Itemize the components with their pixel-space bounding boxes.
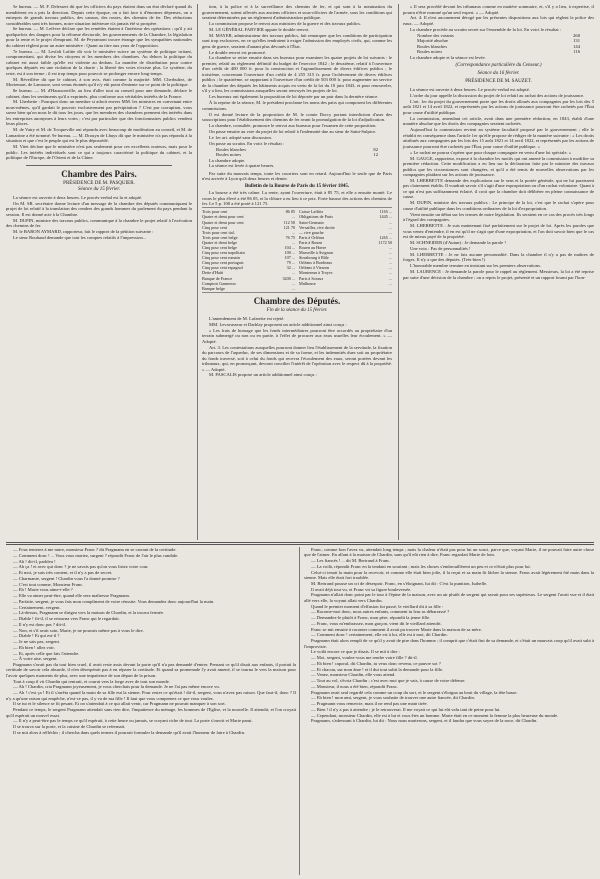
row-value: 260: [573, 32, 580, 38]
row-value: ...: [388, 219, 392, 225]
paragraph: — Ah ça ! et avec qui donc ? je ne savais pas qu'on vous lisiez votre cour.: [13, 564, 149, 570]
paragraph: — Raconte-moi donc, nous autres enfants, comment tu leur as débarrassé ?: [311, 609, 450, 615]
paragraph: — Comment donc ! certainement, elle est à lui, elle est à moi, dit Chardin.: [311, 632, 448, 638]
row-value: 1445 ...: [379, 214, 392, 220]
paragraph: La chambre adopte.: [209, 157, 246, 163]
paragraph: « Les frais de bornage que les fonds intermédiaires pourront être accordés au propriétaire d'un terrain submergé ou non ou en partie, à l'effet de procurer aux eaux usuelles leur écoulement. » — Adopté.: [202, 327, 392, 344]
paragraph: M. le BARON AYMARD, rapporteur, fait le rapport de la pétition suivante :: [13, 228, 154, 234]
paragraph: — Ah ! dit-il, parbleu !: [13, 558, 56, 564]
paragraph: M. LAURENCE : Je demande la parole pour le rappel au règlement. Messieurs, la loi a été reprise par suite d'une décision de la chambre ; on a repris le projet, présenté et un rapport fourni par l'hon-: [403, 269, 594, 280]
feuilleton-rule-2: [6, 544, 594, 545]
bourse-right-column: [299, 209, 392, 291]
paragraph: M. Vitet déclare que le ministère n'est pas seulement pour ces excellents orateurs, mais pour le public. Les intérêts individuels sont ce qui a toujours caractérisé la politique du cabinet, et la politique de l'Europe, de l'Orient et de la Chine.: [6, 144, 192, 161]
paragraph: — Cependant, monsieur Chardin, elle est à lui et vous êtes un homme. Marie était en ce moment la femme la plus heureuse du monde.: [311, 712, 559, 718]
row-value: 1265 ...: [379, 234, 392, 240]
paragraph: Pragmann s'avait pas du tout bien cruel, il avait reste assis devant la porte qu'il n'a pas demandé d'entrer. Pensant ce qu'il disait aux enfants, il portait la certitude de savoir cela absurde, il n'en désespérait pas à en réparer la certitude. Et quand sa promenade l'y avait amené, il se tourna le vers la maison pour l'avoir quelques moments de plus, avec une impatience de son départ de la prison.: [6, 662, 296, 678]
paragraph: M. DUPIN, ministre des travaux publics, communique à la chambre le projet relatif à l'exécution des chemins de fer.: [6, 217, 192, 229]
paragraph: La commission propose le renvoi aux ministres de la guerre et des travaux publics.: [209, 20, 362, 26]
row-value: 12: [373, 152, 378, 158]
row-value: ...: [388, 265, 392, 271]
row-value: ...: [291, 229, 295, 235]
row-value: 3200 ...: [282, 275, 295, 281]
row-label: Cinq pour cent espagnol: [202, 265, 243, 271]
paragraph: Vient ensuite un débat sur les termes de notre législation. Ils seraient en ce cas des procès très longs à l'égard des compagnies.: [403, 211, 594, 223]
paragraph: Pragmann, s'adressant à Chardin, lui dit : Nous nous marierons, sergent, et il faudra que vous soyez de la noce, dit Chardin.: [311, 718, 538, 724]
row-value: ...: [388, 245, 392, 251]
row-value: ...: [388, 229, 392, 235]
paragraph: Pendant ce temps, le sergent Pragmann attendait sans rien dire, l'impatience du ménage, les hommes de l'Eglise, et la nouvelle. Il attendit, et l'on croyait qu'il espérait un nouvel essai.: [6, 707, 296, 718]
paragraph: — Eh bien ! allez voir.: [13, 644, 55, 650]
paragraph: — Et moi, je suis très content, et il n'y a pas de secret.: [13, 570, 113, 575]
paragraph: M. MAYER, administrateur des travaux publics, fait remarquer que les conditions de participation sont trop exclusives, en ce qu'elles tendraient à exiger l'admission des employés civils, qui, comme les gens de guerre, seraient d'autant plus dévoués à l'État.: [202, 32, 392, 49]
paragraph: Art. 3. Les contestations auxquelles pourront donner lieu l'établissement de la servitude, la fixation du parcours de l'aqueduc, de ses dimensions et de sa forme, et les indemnités dues soit au propriétaire du fonds traversé, soit à celui du fonds qui recevra l'écoulement des eaux, seront portées devant les tribunaux, qui, en prononçant, devront concilier l'intérêt de l'opération avec le respect dû à la propriété. » — Adopté.: [202, 344, 392, 372]
paragraph: Le sieur Rouhaud demande que tout les comptes relatifs à l'impression...: [13, 234, 147, 240]
row-label: Montereau à Troyes: [299, 270, 333, 276]
paragraph: M. LE GÉNÉRAL FABVIER appuie le double renvoi.: [209, 26, 310, 32]
column-2-after-vote: [202, 158, 392, 169]
paragraph: M. de Vatry et M. de Tocqueville ont répondu avec beaucoup de modération au conseil, et M. de Lamartine a été nommé. 9e bureau. — M. Drouyn de Lhuys dit que le ministère n'a pas répondu à la situation et que c'est le peuple qui est le plus dépossédé.: [6, 127, 192, 144]
paragraph: Tout à coup il vit Chardin qui rentrait, et courut vers la forge avec de tout son monde.: [13, 678, 170, 684]
bourse-intro: La bourse a été très calme. La rente, ayant l'ouverture, était à 85 75, et elle a ensuite monté. Le cours le plus élevé a été 86 05, et la clôture a eu lieu à ce prix. Forte hausse des actions des chemins de fer. Le 5 p. 100 a été porté à 121 75.: [202, 190, 392, 207]
paragraph: La commission, amendant cet article, avait dans une première rédaction, en 1843, établi d'une manière absolue que les droits des compagnies seraient rachetés.: [403, 115, 594, 127]
row-value: 82: [373, 146, 378, 152]
paragraph: — Pragmann vous remercie, mais il ne rend pas une main tirée.: [311, 701, 428, 707]
paragraph: « Il sera procédé devant les tribunaux comme en matière sommaire, et, s'il y a lieu, à expertise, il pourra n'être nommé qu'un seul expert. » — Adopté.: [403, 4, 594, 15]
row-value: 1165 ...: [379, 209, 392, 215]
row-label: Strasbourg à Bâle: [299, 255, 329, 261]
correspondence-date: Séance du 16 février.: [477, 71, 520, 77]
paragraph: — Bien ! il n'y a pas à attendre ; je le retrouverai. Il me voyait ce qui lui eût valu tant de peine pour lui.: [311, 706, 501, 712]
column-2: [202, 4, 392, 378]
row-label: Caisse Laffitte: [299, 209, 324, 215]
row-label: Cinq pour cent: [202, 224, 227, 230]
paragraph: Art. 4. Il n'est aucunement dérogé par les présentes dispositions aux lois qui règlent la police des eaux. — Adopté.: [403, 15, 594, 26]
paragraph: Quand le premier moment d'effusion fut passé, le vieillard dit à sa fille :: [311, 603, 444, 609]
paragraph: Aujourd'hui la commission revient au système facultatif proposé par le gouvernement ; elle le rétablit en conséquence dans l'article 1er qu'elle propose de rédiger de la manière suivante : « Les droits attribués aux compagnies par les lois des 15 août 1821 et 14 avril 1822, et représentés par les actions de jouissance pourront être rachetés par l'État, pour cause d'utilité publique. »: [403, 127, 594, 149]
feuilleton-right: [304, 547, 594, 724]
paragraph: — Demandez-le plutôt à Franc, mon père, répondit la jeune fille.: [311, 615, 431, 621]
paragraph: M. LHERBETTE demande des explications sur le sens et la portée générale, qui ne lui paraissent pas clairement établis. Il voudrait savoir s'il s'agit d'une expropriation ou d'un rachat volontaire. Quant à ce qui n'est pas suffisamment éclairé, il croit que la chambre doit délibérer en pleine connaissance de cause.: [403, 177, 594, 200]
row-label: Versailles, rive droite: [299, 224, 335, 230]
paragraph: — Charmante, sergent ! Chardin vous l'a donné promise ?: [13, 575, 120, 581]
row-value: 107 ...: [284, 255, 295, 261]
weather-note: Par suite du mauvais temps, toute les courriers sont en retard. Aujourd'hui le seule que de Paris n'est arrivée à Lyon qu'à deux heures et demie.: [202, 170, 392, 182]
column-1-top-text: [6, 4, 192, 161]
vote-after: La chambre adopte et la séance est levée.: [410, 54, 486, 60]
row-label: Trois pour cent belge: [202, 234, 238, 240]
paragraph: M. DUPIN, ministre des travaux publics : Le principe de la loi, c'est que le rachat s'opère pour cause d'utilité publique dans les conditions ordinaires de la loi d'expropriation.: [403, 200, 594, 211]
chambre-pairs-date: Séance du 15 février.: [78, 186, 120, 192]
paragraph: L'amendement de M. Lafarette est rejeté.: [209, 315, 285, 321]
row-label: Orléans à Vierzon: [299, 265, 330, 271]
row-label: Rouen au Havre: [299, 245, 327, 251]
paragraph: On passe au scrutin. En voici le résultat :: [209, 140, 285, 146]
row-value: ...: [388, 275, 392, 281]
paragraph: Franc, comme bon l'avez vu, attendait long temps ; mais la chaleur n'était pas pour lui un souci, parce que, voyant Marie, il ne pouvait faire autre chose que de l'aimer. En allant à la maison de Chardin, sans qu'il eût rien à dire, Franc regardait Marie de loin.: [304, 547, 594, 558]
paragraph: Les bureaux ont également la proposition de loi déposée par un pair dans la dernière séance.: [209, 94, 379, 100]
paragraph: — La voilà, répondit Franc en la tendant en souriant ; mais les choses s'embrouillèrent un peu et ce n'était plus pour lui.: [311, 563, 531, 569]
row-label: Cinq pour cent portugais: [202, 260, 244, 266]
row-label: Cinq pour cent belge: [202, 245, 238, 251]
paragraph: — Là-dessus, Pragmann se dirigea vers la maison de Chardin, et la trouva fermée.: [13, 610, 165, 616]
row-value: 100 ...: [284, 250, 295, 256]
paragraph: Il avait déjà tout vu, et Franc vit sa figure bouleversée.: [311, 586, 412, 592]
row-label: Trois pour cent ital.: [202, 229, 235, 235]
paragraph: — Je ne sais pas, sergent.: [13, 639, 60, 644]
paragraph: M. SCHNEIDER (d'Autun) : Je demande la parole !: [410, 239, 506, 245]
divider: [26, 165, 172, 166]
column-3: [403, 4, 594, 280]
row-label: Banque de France: [202, 275, 233, 281]
row-value: 76 75: [285, 234, 295, 240]
paragraph: L'honorable membre termine en insistant sur les premiers observations.: [410, 263, 542, 269]
paragraph: Il se mit alors à réfléchir ; il chercha dans quels termes il pourrait formuler la demande qu'il avait l'honneur de faire à Chardin.: [13, 729, 246, 735]
chambre-deputes-title: Chambre des Députés.: [253, 295, 341, 306]
row-label: Orléans à Bordeaux: [299, 260, 333, 266]
paragraph: — Diable ! fit-il, il se retourna vers Franc qui le regardait.: [13, 616, 120, 621]
row-label: Paris à Sceaux: [299, 275, 324, 281]
paragraph: Pragmann avait seul regardé cela comme un coup du sort, et le sergent s'éloigna au bout du village, la tête basse.: [311, 689, 518, 695]
row-value: 104 ...: [284, 245, 295, 251]
paragraph: — Comment donc ! ... Vous vous mariez, surgent ? répondit Franc de l'air le plus candide.: [13, 552, 179, 558]
paragraph: — Franc, vous m'embrassez, mon garçon, vient dit le vieillard attendri.: [311, 620, 442, 626]
column-2-bottom-text: [202, 316, 392, 378]
paragraph: — Et chacun, sur mon âme ! et il dut tout subit la demande pour la fille.: [311, 666, 444, 672]
row-label: Boules noires: [417, 49, 443, 55]
paragraph: 7e bureau. — M. Lesfalt Lafitte dit voir le ministère suivre un système de politique irritant, compromettant, qui divise les citoyens et les membres des chambres. Au dehors la politique du cabinet est aussi faible qu'elle est violente au dedans. La manière de distribution pour contre quelques députés est une violation de la charte ; la liberté des votes n'existe plus. Le système, du reste, est à son terme ; il est trop temps pour pouvoir se prolonger encore long-temps.: [6, 48, 192, 76]
row-value: ...: [388, 260, 392, 266]
paragraph: — Il n'y a peut-être pas le temps ce qu'il espérait, à cette heure ou jamais, se croyant riche de tout. La porte s'ouvrit et Marie parut.: [13, 718, 253, 724]
table-row: [299, 281, 392, 286]
row-value: 121 70: [283, 224, 295, 230]
vote-result-deputes: [403, 33, 594, 55]
column-1: [6, 4, 192, 241]
paragraph: — Parfaite, sergent, je vous fais mon compliment de votre réussite. Vous demandez donc aujourd'hui la main.: [13, 598, 215, 604]
paragraph: — Certainement, vergent.: [13, 604, 61, 610]
feuilleton-column-rule: [299, 547, 300, 875]
row-label: Banque belge: [202, 285, 225, 291]
paragraph: À la reprise de la séance, M. le président proclame les noms des pairs qui composent les différentes commissions.: [202, 100, 392, 111]
paragraph: « Le rachat ne pourra s'opérer que pour chaque compagnie en vertu d'une loi spéciale. »: [410, 149, 572, 155]
row-value: 116: [573, 49, 580, 55]
feuilleton-left: [6, 547, 296, 736]
paragraph: Il est donné lecture de la proposition de M. le comte Dorcy portant interdiction d'user des souscriptions pour l'établissement des chemins de fer avant la promulgation de la loi d'adjudication.: [202, 111, 392, 123]
row-label: Paris à Orléans: [299, 234, 325, 240]
row-label: Obligations de Paris: [299, 214, 333, 220]
row-value: ...: [291, 285, 295, 291]
chambre-pairs-title: Chambre des Pairs.: [61, 168, 137, 179]
paragraph: M. GAUGE, rapporteur, expose à la chambre les motifs qui ont amené la commission à modifier sa première rédaction. Cette modification a eu lieu sur la déclaration faite par le ministre des travaux publics que les circonstances sont changées, et qu'il a été remis de nouvelles observations par les compagnies plaidant sur les actions de jouissance.: [403, 155, 594, 178]
bourse-title: Bulletin de la Bourse de Paris du 15 février 1845.: [244, 183, 350, 189]
paragraph: M. Lherbette : Pourquoi donc un membre si adroit envers MM. les ministres en convenant entre nous-mêmes, qu'il gardait le pouvoir exclusivement par précipitation ? C'est par corruption, vous savez bien qu'on nous le dit tous les jours, que les membres des chambres prennent des intérêts dans les entreprises anonymes à leurs votes ; c'est par particulier que des fonctionnaires publics vendent leurs places.: [6, 99, 192, 127]
row-label: Comptoir Ganneron: [202, 280, 236, 286]
row-value: 112 50: [283, 219, 295, 225]
correspondence-title: (Correspondance particulière du Censeur.): [455, 63, 542, 69]
row-label: Saint-Germain: [299, 219, 324, 225]
paragraph: La séance est ouverte à deux heures. Le procès-verbal est lu et adopté.: [13, 194, 143, 200]
paragraph: — Elle va aimer peut-être, quand elle sera maîtresse Pragmann.: [13, 593, 130, 598]
paragraph: M. Réveillère dit que le cabinet, à son avis, était comme la majorité. MM. Cherbuliez, de Mortemart, de Lamoure, sont venus étonnés qu'il n'y eût point d'entente sur ce point de la politique.: [6, 76, 192, 88]
paragraph: Celui-ci tenait la main pour la recevoir, et comme elle était bien jolie, il la reçut et sa main fit lâcher la sienne. Franc avait légèrement ôté main dans la sienne. Mais elle était fort troublée.: [304, 569, 594, 581]
paragraph: — Moi, sergent, voulez-vous me rendre votre fille ? dit-il.: [311, 655, 418, 661]
paragraph: — Ah ! Chardin, cria Pragmann joyeusement, je vous cherchais pour la demande. Je ne l'ai pas même encore vu.: [13, 684, 220, 690]
row-label: Trois pour cent: [202, 209, 228, 215]
row-label: Quatre et demi pour cent: [202, 214, 244, 220]
paragraph: M. LHERBETTE : Je suis maintenant fixé parfaitement sur le projet de loi. Après les paroles que vous venez d'entendre, il en est qu'il ne s'agit que d'une expropriation, et l'on doit savoir bien que le cas est de mieux payé de la propriété.: [403, 223, 594, 240]
row-value: ...: [291, 280, 295, 286]
paragraph: M. LHERBETTE : Je ne fais aucune personnalité. Dans la chambre il n'y a pas de maîtres de forges. Il n'y a que des députés. (Très-bien !): [403, 251, 594, 263]
paragraph: tion, à la police et à la surveillance des chemins de fer, et qui sont à la nomination du gouvernement, soient affectés aux anciens officiers et sous-officiers de l'armée, sous les conditions qui seraient déterminées par un règlement d'administration publique.: [202, 4, 392, 20]
paragraph: M. PASCALIS propose un article additionnel ainsi conçu :: [209, 372, 317, 378]
paragraph: Il se trouva sur la porte, et la cuisine de Chardin se refermait.: [13, 724, 126, 730]
row-value: 131: [573, 38, 580, 44]
table-row: [202, 286, 295, 291]
chambre-deputes-date: Fin de la séance du 15 février.: [266, 307, 328, 313]
paragraph: — Venez, monsieur Chardin, elle vous attend.: [311, 672, 396, 678]
column-3-bottom-text: [403, 87, 594, 280]
row-value: ...: [388, 280, 392, 286]
paragraph: — Il n'y est donc pas ? dit-il.: [13, 621, 67, 627]
row-label: Cinq pour cent romain: [202, 255, 240, 261]
paragraph: On M. SR. secrétaire donne lecture d'un message de la chambre des députés communiquant le projet de loi relatif à la translation des cendres des grands hommes du parlement du pays pendant la session. Il est donné acte à la Chambre.: [6, 200, 192, 217]
paragraph: L'art. 1er du projet du gouvernement porte que les droits alloués aux compagnies par les lois des 5 août 1821 et 14 avril 1822, et représentés par les actions de jouissance pourront être rachetés par l'État pour cause d'utilité publique.: [403, 98, 594, 115]
feuilleton-rule: [6, 542, 594, 543]
row-label: Dette d'Haïti: [202, 270, 224, 276]
paragraph: La séance est levée à quatre heures.: [209, 163, 275, 169]
row-value: 32 ...: [286, 265, 295, 271]
paragraph: La chambre, consultée, prononce le renvoi aux bureaux pour l'examen de cette proposition.: [209, 123, 377, 129]
column-rule-1: [197, 4, 198, 540]
row-value: 79 ...: [286, 260, 295, 266]
row-label: Mulhouse: [299, 280, 316, 286]
paragraph: M. Bertrand pousse un cri de désespoir. Franc, en s'éloignant, lui dit : C'est la punition, Isabelle.: [311, 580, 488, 586]
vote-result-pairs: [202, 147, 392, 158]
row-label: Quatre et demi belge: [202, 239, 237, 245]
paragraph: La chambre procède au scrutin secret sur l'ensemble de la loi. En voici le résultat :: [410, 26, 562, 32]
paragraph: — Et, après celle que fais l'attendre.: [13, 650, 80, 656]
row-label: Cinq pour cent napolitain: [202, 250, 245, 256]
bourse-table: [202, 207, 392, 293]
paragraph: 5e bureau. — M. F. Delessert dit que les officiers du pays étaient dans un état déclaré quand ils mendièrent en a pris la direction. Depuis cette époque, on a fait face à d'énormes dépenses, on a entrepris de grands travaux publics, des canaux, des routes, des chemins de fer. Des réductions considérables sont très bonnes, notre situation intérieure n'a jamais été si prospère.: [6, 4, 192, 26]
column-1-bottom-text: [6, 195, 192, 241]
paragraph: Le voilà encore ce que je disais. Il se mit à dire :: [311, 649, 400, 655]
paragraph: — Ah ! c'est ça ! Et il s'arrêta quand la main de sa fille eut la sienne. Pour rester ce qu'était ! dit-il, sergent, vous n'avez pas raison. Que faut-il, donc ? Il n'y a qu'une raison qui empêche, n'est-ce pas, il y va de ma fille ! Il faut que vous comprenez ce que vous voulez.: [6, 690, 296, 701]
row-label: Boules noires: [216, 152, 242, 158]
paragraph: — C'est tout comme, Monsieur Franc.: [13, 581, 84, 587]
paragraph: Franc se mit ensuite à raconter comment il avait pu trouver Marie dans la maison de sa mère.: [311, 626, 482, 632]
paragraph: L'ordre du jour appelle la discussion du projet de loi relatif au rachat des actions de jouissance.: [410, 93, 585, 99]
paragraph: 6e bureau. — M. Lefèvre déclare que les remèdes étaient à l'intérieur des opérations ; qu'il y ait quelquefois des dangers pour la réforme électorale, les gouvernements de la Chambre, la législation pour la rente et le projet d'emprunt. M. de Peyramont trouve étrange que les sympathies nationales du cabinet règlent pour un autre ministère : Quant au titre aux yeux de l'opposition.: [6, 26, 192, 48]
paragraph: La séance est ouverte à deux heures. Le procès-verbal est adopté.: [410, 87, 530, 93]
row-value: ...: [388, 255, 392, 261]
row-value: ...: [388, 250, 392, 256]
row-label: Marseille à Avignon: [299, 250, 333, 256]
paragraph: — Eh bien ! mon ami, sergent, je vous souhaite de trouver une autre fiancée, dit Chardin.: [311, 695, 475, 701]
paragraph: Une voix : Pas de personnalités !: [410, 245, 471, 251]
paragraph: Pragmann était alors rempli de ce qu'il y avait de pire dans l'homme ; il comprit que c'était fini de sa demande, et c'était un mauvais coup qu'il avait subi à l'improviste.: [304, 638, 594, 649]
paragraph: Le double renvoi est prononcé.: [209, 49, 267, 55]
paragraph: — Eh bien ! caporal, dit Chardin, tu veux donc revenu, ce pauvre sot ?: [311, 660, 441, 666]
bourse-left-column: [202, 209, 295, 291]
paragraph: — Diable ! Et qui est-il ?: [13, 633, 60, 639]
paragraph: — Non, et s'il avait soin, Marie, je ne pouvais même pas à vous le dire.: [13, 627, 144, 633]
paragraph: — Tout au vol, s'écria Chardin ; c'est avec moi que je vais, à cause de votre défense.: [311, 678, 466, 684]
row-value: ...: [291, 239, 295, 245]
row-label: Majorité absolue: [417, 38, 448, 44]
row-label: — rive gauche: [299, 229, 324, 235]
row-label: Quatre et demi pour cent: [202, 219, 244, 225]
column-2-top-text: [202, 4, 392, 146]
paragraph: — Eh ! Marie vous aime-t-elle ?: [13, 587, 73, 593]
column-rule-2: [398, 4, 399, 540]
row-label: Paris à Rouen: [299, 239, 323, 245]
row-value: 144: [573, 43, 580, 49]
paragraph: — Fous tenterez à me nuire, monsieur Franc ? dit Pragmann en se carrant de la certitude.: [13, 547, 177, 552]
paragraph: 8e bureau. — M. d'Haussonville, au lieu d'aller tout au conseil pour une demande, déclare le cabinet, dans les sentiments qu'il a exprimés, plus conforme aux véritables intérêts de la France.: [6, 88, 192, 99]
paragraph: Il se tut et le silence se fit pesant. Et on s'attendait à ce qui allait venir, car Pragmann ne pouvait manquer à son sort.: [13, 701, 226, 707]
row-value: ...: [388, 224, 392, 230]
row-value: 86 05: [285, 209, 295, 215]
row-value: ...: [388, 270, 392, 276]
paragraph: Pragmann n'allait donc point par le tour à l'épine de la maison, avec un air plutôt de sergent qui savait pour ses supérieurs. Le sergent l'avait vue et il était allé vers elle, la voyant allait vers Chardin.: [304, 592, 594, 603]
paragraph: On passe ensuite au vote du projet de loi relatif à l'indemnité due au sieur de Saint-Sulpice.: [209, 128, 377, 134]
row-label: Boules blanches: [417, 43, 447, 49]
paragraph: La chambre se retire ensuite dans ses bureaux pour examiner les quatre projets de loi suivants : le premier, relatif au règlement définitif du budget de l'exercice 1842 ; le deuxième, relatif à l'ouverture d'un crédit de 400 000 fr. pour la construction et l'agrandissement de divers édifices publics ; le troisième, concernant l'ouverture d'un crédit de 4 255 315 fr. pour l'achèvement de divers édifices publics ; le quatrième, se rapportant à l'ouverture d'un crédit de 503 000 fr. pour augmenter un service de la chambre des députés les bâtiments acquis en vertu de la loi du 10 juin 1843, et pour renouveler, s'il y a lieu, les commissions auxquelles seront renvoyés les projets de loi.: [202, 55, 392, 94]
paragraph: — Monsieur, il nous a été bien, répondit Franc.: [311, 683, 398, 689]
correspondence-presidence: PRÉSIDENCE DE M. SAUZET.: [465, 79, 532, 85]
chambre-pairs-presidence: PRÉSIDENCE DE M. PASQUIER.: [63, 180, 135, 186]
row-value: 1172 50: [378, 239, 392, 245]
row-label: Boules blanches: [216, 146, 246, 152]
row-value: ...: [291, 270, 295, 276]
paragraph: — Les fiancés ! ... dit M. Bertrand à Franc.: [311, 558, 391, 564]
paragraph: MM. Levavasseur et Darblay proposent un article additionnel ainsi conçu :: [209, 321, 347, 327]
paragraph: Le 1er art. adopté sans discussion.: [209, 134, 272, 140]
paragraph: — À votre aise, sergent.: [13, 656, 58, 662]
row-value: ...: [291, 214, 295, 220]
column-3-top-text: [403, 4, 594, 32]
row-label: Nombre des votants: [417, 32, 454, 38]
